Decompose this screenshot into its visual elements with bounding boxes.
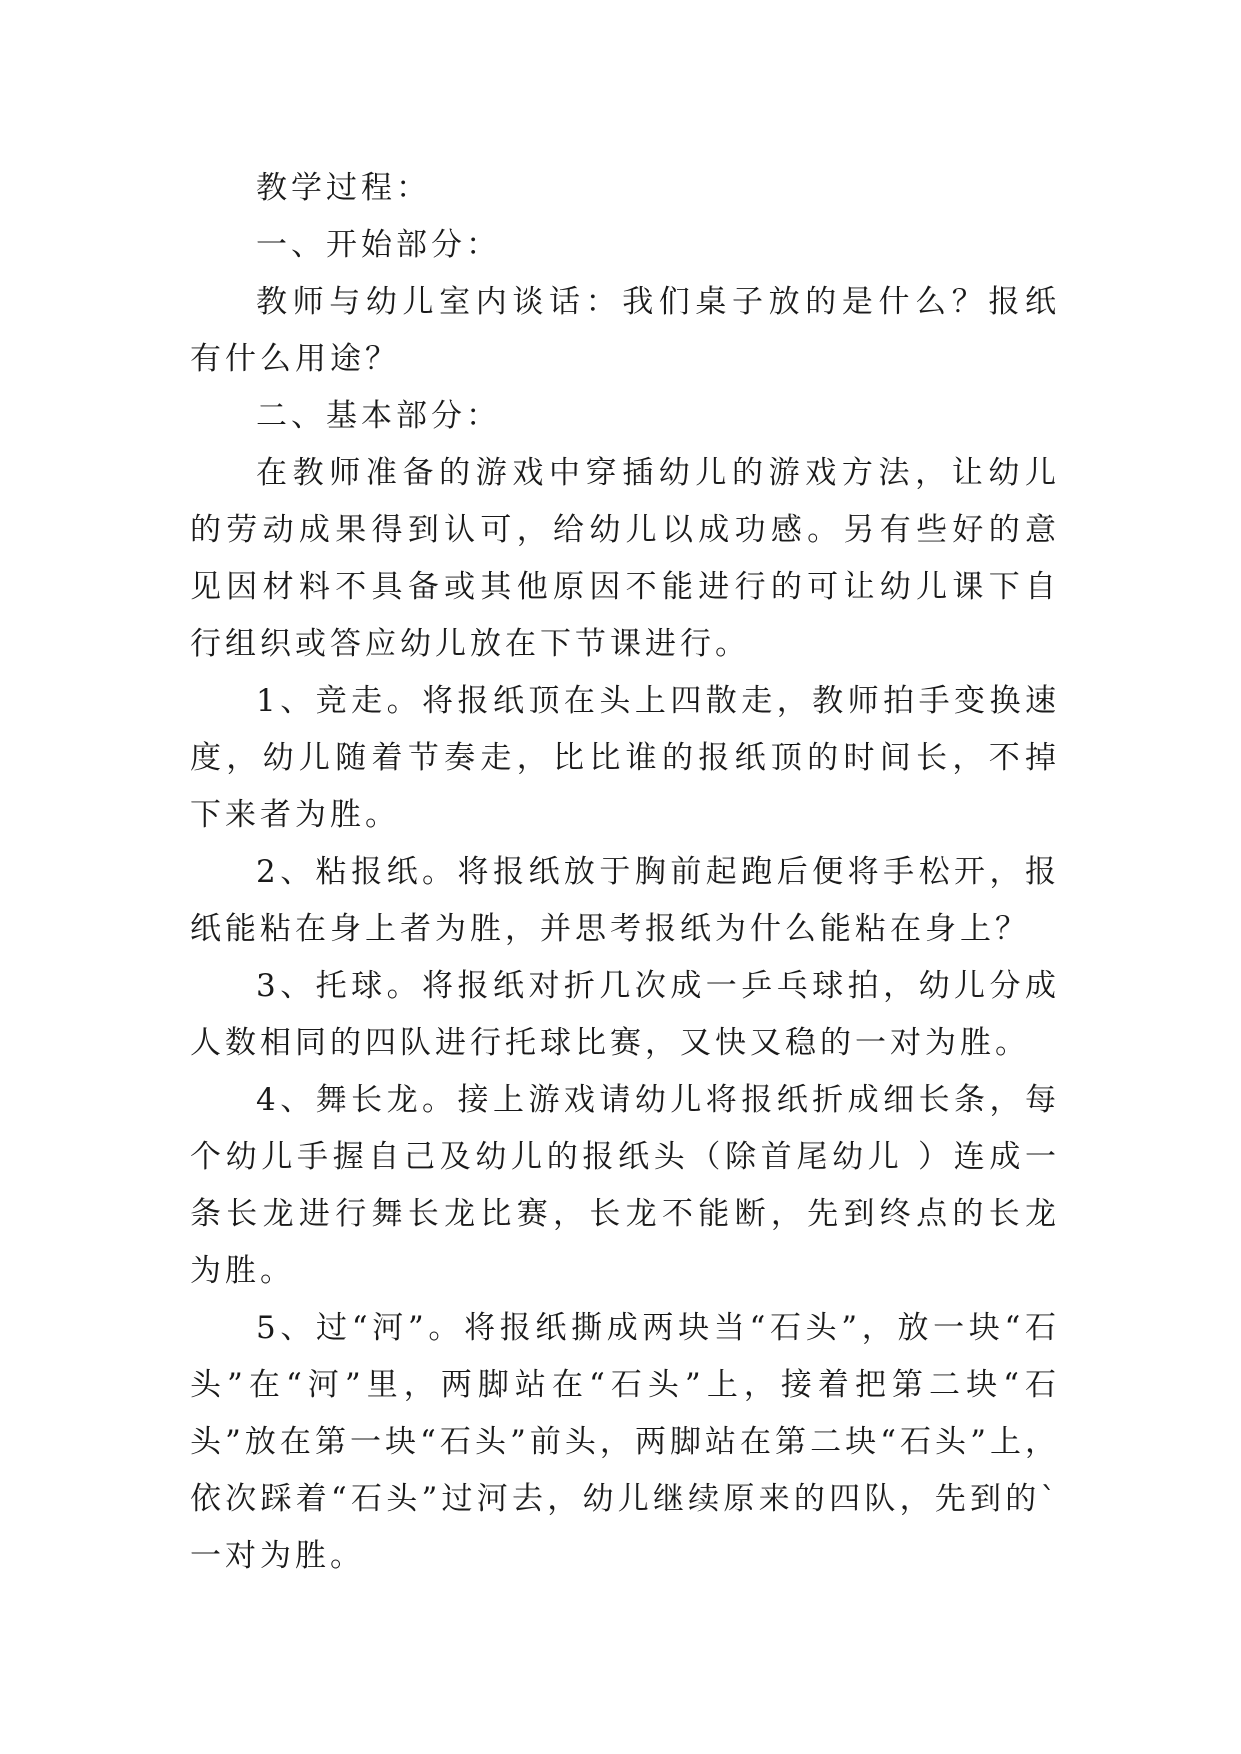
heading-basic-section: 二、基本部分： — [256, 398, 501, 434]
paragraph-item-stick-paper: 2、粘报纸。将报纸放于胸前起跑后便将手松开，报纸能粘在身上者为胜，并思考报纸为什么能粘在身上？ — [190, 854, 1060, 947]
paragraph-item-dragon-dance: 4、舞长龙。接上游戏请幼儿将报纸折成细长条，每个幼儿手握自己及幼儿的报纸头（除首尾幼儿 ）连成一条长龙进行舞长龙比赛，长龙不能断，先到终点的长龙为胜。 — [190, 1082, 1060, 1289]
paragraph-item-cross-river: 5、过“河”。将报纸撕成两块当“石头”，放一块“石头”在“河”里，两脚站在“石头”上，接着把第二块“石头”放在第一块“石头”前头，两脚站在第二块“石头”上，依次踩着“石头”过河去，幼儿继续原来的四队，先到的`一对为胜。 — [190, 1310, 1060, 1574]
heading-teaching-process: 教学过程： — [256, 170, 431, 206]
paragraph-conversation: 教师与幼儿室内谈话：我们桌子放的是什么？报纸有什么用途？ — [190, 284, 1060, 377]
document-body — [190, 160, 1060, 1585]
heading-opening-section: 一、开始部分： — [256, 227, 501, 263]
paragraph-game-method: 在教师准备的游戏中穿插幼儿的游戏方法，让幼儿的劳动成果得到认可，给幼儿以成功感。另有些好的意见因材料不具备或其他原因不能进行的可让幼儿课下自行组织或答应幼儿放在下节课进行。 — [190, 455, 1060, 662]
paragraph-item-ball: 3、托球。将报纸对折几次成一乒乓球拍，幼儿分成人数相同的四队进行托球比赛，又快又稳的一对为胜。 — [190, 968, 1060, 1061]
paragraph-item-race-walk: 1、竞走。将报纸顶在头上四散走，教师拍手变换速度，幼儿随着节奏走，比比谁的报纸顶的时间长，不掉下来者为胜。 — [190, 683, 1060, 833]
